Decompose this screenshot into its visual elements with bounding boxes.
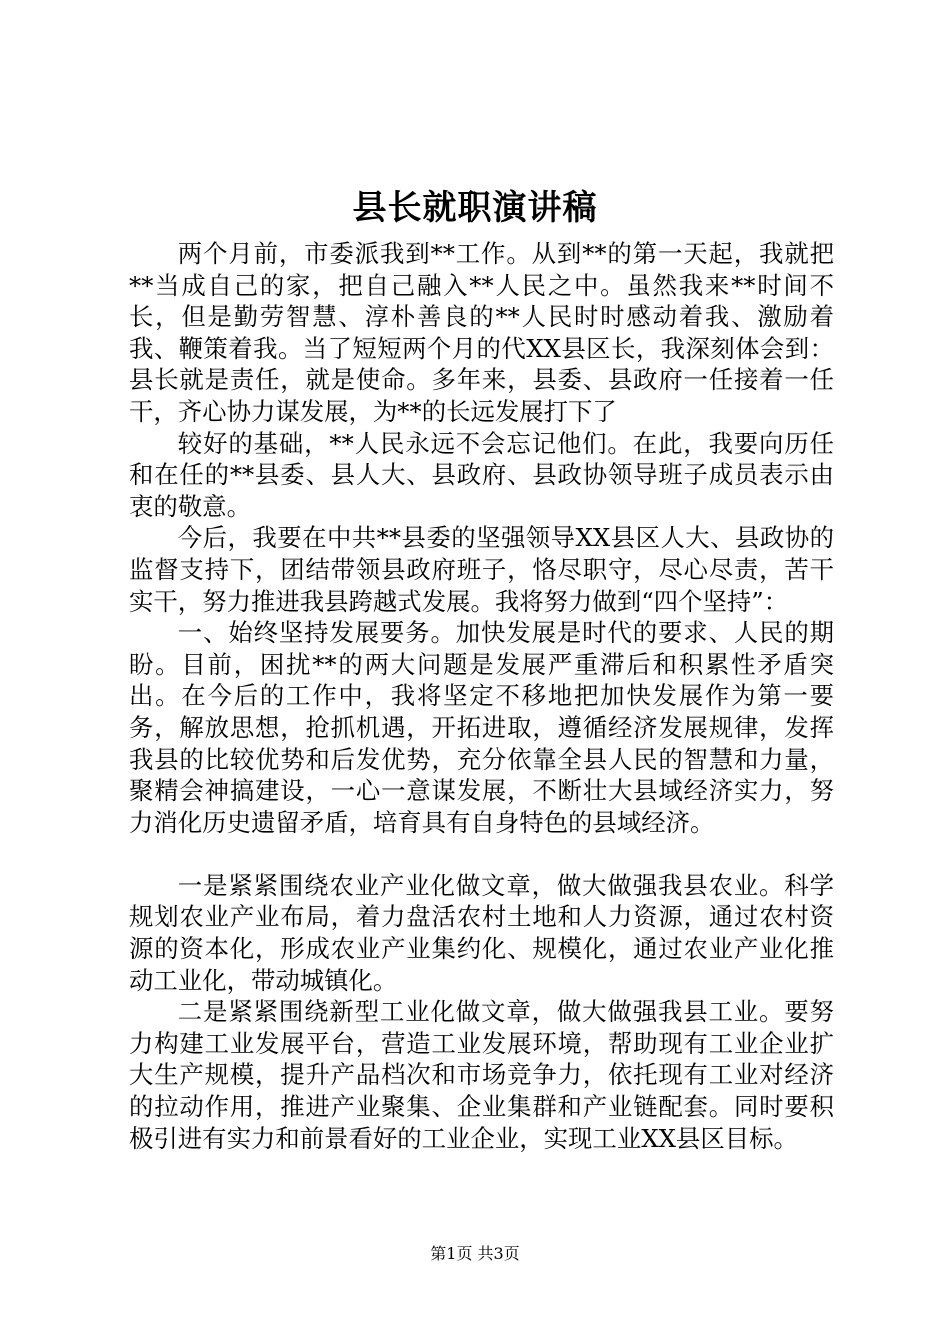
paragraph: 今后，我要在中共**县委的坚强领导XX县区人大、县政协的监督支持下，团结带领县政府班子，恪尽职守，尽心尽责，苦干实干，努力推进我县跨越式发展。我将努力做到“四个坚持”： [129, 523, 834, 616]
paragraph: 一是紧紧围绕农业产业化做文章，做大做强我县农业。科学规划农业产业布局，着力盘活农村土地和人力资源，通过农村资源的资本化，形成农业产业集约化、规模化，通过农业产业化推动工业化，带动城镇化。 [129, 870, 834, 995]
page-number-footer: 第1页 共3页 [430, 1244, 520, 1263]
paragraph: 二是紧紧围绕新型工业化做文章，做大做强我县工业。要努力构建工业发展平台，营造工业发展环境，帮助现有工业企业扩大生产规模，提升产品档次和市场竞争力，依托现有工业对经济的拉动作用，推进产业聚集、企业集群和产业链配套。同时要积极引进有实力和前景看好的工业企业，实现工业XX县区目标。 [129, 997, 834, 1153]
document-body [129, 238, 834, 1154]
paragraph: 两个月前，市委派我到**工作。从到**的第一天起，我就把**当成自己的家，把自己融入**人民之中。虽然我来**时间不长，但是勤劳智慧、淳朴善良的**人民时时感动着我、激励着我、鞭策着我。当了短短两个月的代XX县区长，我深刻体会到：县长就是责任，就是使命。多年来，县委、县政府一任接着一任干，齐心协力谋发展，为**的长远发展打下了 [129, 239, 834, 426]
document-title: 县长就职演讲稿 [352, 188, 598, 228]
paragraph: 较好的基础，**人民永远不会忘记他们。在此，我要向历任和在任的**县委、县人大、县政府、县政协领导班子成员表示由衷的敬意。 [129, 428, 834, 521]
paragraph: 一、始终坚持发展要务。加快发展是时代的要求、人民的期盼。目前，困扰**的两大问题是发展严重滞后和积累性矛盾突出。在今后的工作中，我将坚定不移地把加快发展作为第一要务，解放思想，抢抓机遇，开拓进取，遵循经济发展规律，发挥我县的比较优势和后发优势，充分依靠全县人民的智慧和力量，聚精会神搞建设，一心一意谋发展，不断壮大县域经济实力，努力消化历史遗留矛盾，培育具有自身特色的县域经济。 [129, 618, 834, 837]
